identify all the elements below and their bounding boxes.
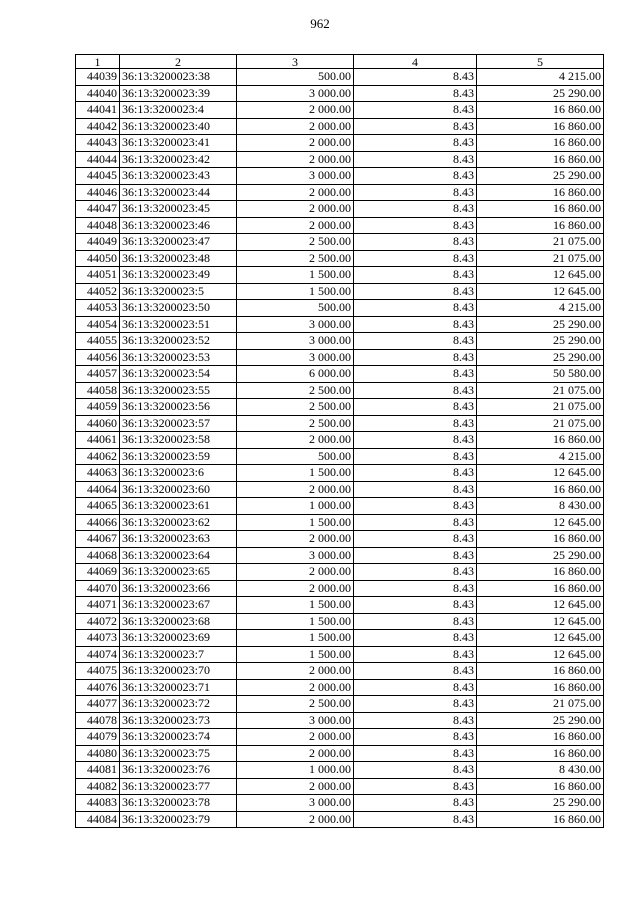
cadastral-number-cell: 36:13:3200023:56 — [120, 399, 237, 416]
amount-cell: 21 075.00 — [477, 250, 604, 267]
cadastral-number-cell: 36:13:3200023:6 — [120, 465, 237, 482]
column-header: 1 — [76, 55, 120, 69]
cadastral-number-cell: 36:13:3200023:44 — [120, 184, 237, 201]
header-row — [76, 55, 604, 69]
rate-cell: 8.43 — [354, 184, 477, 201]
table-row — [76, 696, 604, 713]
rate-cell: 8.43 — [354, 613, 477, 630]
amount-cell: 12 645.00 — [477, 597, 604, 614]
rate-cell: 8.43 — [354, 630, 477, 647]
area-cell: 1 500.00 — [237, 613, 354, 630]
row-number-cell: 44081 — [76, 762, 120, 779]
table-header — [76, 55, 604, 69]
cadastral-number-cell: 36:13:3200023:60 — [120, 481, 237, 498]
table-row — [76, 69, 604, 86]
rate-cell: 8.43 — [354, 250, 477, 267]
rate-cell: 8.43 — [354, 234, 477, 251]
table-row — [76, 630, 604, 647]
rate-cell: 8.43 — [354, 69, 477, 86]
row-number-cell: 44073 — [76, 630, 120, 647]
amount-cell: 25 290.00 — [477, 349, 604, 366]
cadastral-number-cell: 36:13:3200023:72 — [120, 696, 237, 713]
cadastral-number-cell: 36:13:3200023:58 — [120, 432, 237, 449]
rate-cell: 8.43 — [354, 201, 477, 218]
row-number-cell: 44062 — [76, 448, 120, 465]
cadastral-number-cell: 36:13:3200023:64 — [120, 547, 237, 564]
row-number-cell: 44061 — [76, 432, 120, 449]
rate-cell: 8.43 — [354, 118, 477, 135]
area-cell: 1 500.00 — [237, 597, 354, 614]
row-number-cell: 44075 — [76, 663, 120, 680]
cadastral-number-cell: 36:13:3200023:53 — [120, 349, 237, 366]
area-cell: 3 000.00 — [237, 316, 354, 333]
row-number-cell: 44058 — [76, 382, 120, 399]
row-number-cell: 44044 — [76, 151, 120, 168]
table-row — [76, 564, 604, 581]
area-cell: 500.00 — [237, 448, 354, 465]
amount-cell: 21 075.00 — [477, 234, 604, 251]
area-cell: 1 000.00 — [237, 498, 354, 515]
table-row — [76, 514, 604, 531]
row-number-cell: 44083 — [76, 795, 120, 812]
table-row — [76, 663, 604, 680]
row-number-cell: 44059 — [76, 399, 120, 416]
amount-cell: 16 860.00 — [477, 663, 604, 680]
rate-cell: 8.43 — [354, 283, 477, 300]
table-body — [76, 69, 604, 828]
amount-cell: 12 645.00 — [477, 630, 604, 647]
cadastral-number-cell: 36:13:3200023:46 — [120, 217, 237, 234]
table-row — [76, 102, 604, 119]
rate-cell: 8.43 — [354, 564, 477, 581]
rate-cell: 8.43 — [354, 778, 477, 795]
row-number-cell: 44076 — [76, 679, 120, 696]
rate-cell: 8.43 — [354, 151, 477, 168]
row-number-cell: 44042 — [76, 118, 120, 135]
table-row — [76, 597, 604, 614]
amount-cell: 25 290.00 — [477, 168, 604, 185]
amount-cell: 4 215.00 — [477, 448, 604, 465]
rate-cell: 8.43 — [354, 382, 477, 399]
row-number-cell: 44052 — [76, 283, 120, 300]
table-row — [76, 811, 604, 828]
row-number-cell: 44055 — [76, 333, 120, 350]
amount-cell: 16 860.00 — [477, 564, 604, 581]
table-row — [76, 498, 604, 515]
amount-cell: 12 645.00 — [477, 646, 604, 663]
row-number-cell: 44060 — [76, 415, 120, 432]
amount-cell: 25 290.00 — [477, 316, 604, 333]
table-row — [76, 580, 604, 597]
amount-cell: 12 645.00 — [477, 267, 604, 284]
amount-cell: 16 860.00 — [477, 580, 604, 597]
area-cell: 2 500.00 — [237, 382, 354, 399]
rate-cell: 8.43 — [354, 679, 477, 696]
area-cell: 2 000.00 — [237, 135, 354, 152]
rate-cell: 8.43 — [354, 135, 477, 152]
rate-cell: 8.43 — [354, 547, 477, 564]
amount-cell: 16 860.00 — [477, 135, 604, 152]
cadastral-number-cell: 36:13:3200023:63 — [120, 531, 237, 548]
row-number-cell: 44070 — [76, 580, 120, 597]
area-cell: 3 000.00 — [237, 85, 354, 102]
area-cell: 2 000.00 — [237, 778, 354, 795]
row-number-cell: 44074 — [76, 646, 120, 663]
rate-cell: 8.43 — [354, 399, 477, 416]
rate-cell: 8.43 — [354, 349, 477, 366]
area-cell: 3 000.00 — [237, 795, 354, 812]
amount-cell: 16 860.00 — [477, 531, 604, 548]
table-row — [76, 432, 604, 449]
table-row — [76, 465, 604, 482]
cadastral-number-cell: 36:13:3200023:74 — [120, 729, 237, 746]
rate-cell: 8.43 — [354, 795, 477, 812]
row-number-cell: 44084 — [76, 811, 120, 828]
area-cell: 2 000.00 — [237, 481, 354, 498]
cadastral-number-cell: 36:13:3200023:42 — [120, 151, 237, 168]
rate-cell: 8.43 — [354, 531, 477, 548]
amount-cell: 16 860.00 — [477, 102, 604, 119]
table-row — [76, 184, 604, 201]
rate-cell: 8.43 — [354, 333, 477, 350]
amount-cell: 16 860.00 — [477, 481, 604, 498]
amount-cell: 16 860.00 — [477, 729, 604, 746]
amount-cell: 25 290.00 — [477, 333, 604, 350]
area-cell: 2 000.00 — [237, 663, 354, 680]
cadastral-number-cell: 36:13:3200023:7 — [120, 646, 237, 663]
amount-cell: 12 645.00 — [477, 465, 604, 482]
area-cell: 1 500.00 — [237, 465, 354, 482]
cadastral-number-cell: 36:13:3200023:40 — [120, 118, 237, 135]
table-row — [76, 382, 604, 399]
table-row — [76, 366, 604, 383]
row-number-cell: 44080 — [76, 745, 120, 762]
cadastral-number-cell: 36:13:3200023:49 — [120, 267, 237, 284]
row-number-cell: 44067 — [76, 531, 120, 548]
table-row — [76, 217, 604, 234]
cadastral-number-cell: 36:13:3200023:52 — [120, 333, 237, 350]
table-row — [76, 547, 604, 564]
table-row — [76, 745, 604, 762]
cadastral-number-cell: 36:13:3200023:39 — [120, 85, 237, 102]
row-number-cell: 44063 — [76, 465, 120, 482]
amount-cell: 21 075.00 — [477, 399, 604, 416]
amount-cell: 21 075.00 — [477, 382, 604, 399]
amount-cell: 12 645.00 — [477, 283, 604, 300]
area-cell: 2 500.00 — [237, 399, 354, 416]
table-row — [76, 135, 604, 152]
table-row — [76, 729, 604, 746]
table-row — [76, 234, 604, 251]
rate-cell: 8.43 — [354, 729, 477, 746]
rate-cell: 8.43 — [354, 366, 477, 383]
table-row — [76, 250, 604, 267]
table-row — [76, 85, 604, 102]
row-number-cell: 44046 — [76, 184, 120, 201]
area-cell: 2 000.00 — [237, 102, 354, 119]
cadastral-number-cell: 36:13:3200023:79 — [120, 811, 237, 828]
cadastral-number-cell: 36:13:3200023:50 — [120, 300, 237, 317]
area-cell: 2 000.00 — [237, 811, 354, 828]
rate-cell: 8.43 — [354, 597, 477, 614]
amount-cell: 12 645.00 — [477, 613, 604, 630]
amount-cell: 25 290.00 — [477, 547, 604, 564]
cadastral-number-cell: 36:13:3200023:75 — [120, 745, 237, 762]
row-number-cell: 44051 — [76, 267, 120, 284]
area-cell: 1 500.00 — [237, 267, 354, 284]
amount-cell: 12 645.00 — [477, 514, 604, 531]
row-number-cell: 44045 — [76, 168, 120, 185]
rate-cell: 8.43 — [354, 465, 477, 482]
cadastral-number-cell: 36:13:3200023:54 — [120, 366, 237, 383]
rate-cell: 8.43 — [354, 267, 477, 284]
rate-cell: 8.43 — [354, 712, 477, 729]
amount-cell: 21 075.00 — [477, 696, 604, 713]
rate-cell: 8.43 — [354, 745, 477, 762]
area-cell: 2 000.00 — [237, 217, 354, 234]
table-row — [76, 679, 604, 696]
row-number-cell: 44041 — [76, 102, 120, 119]
amount-cell: 4 215.00 — [477, 300, 604, 317]
area-cell: 1 500.00 — [237, 630, 354, 647]
area-cell: 500.00 — [237, 69, 354, 86]
row-number-cell: 44064 — [76, 481, 120, 498]
rate-cell: 8.43 — [354, 432, 477, 449]
table-row — [76, 300, 604, 317]
table-row — [76, 316, 604, 333]
rate-cell: 8.43 — [354, 696, 477, 713]
amount-cell: 16 860.00 — [477, 679, 604, 696]
table-row — [76, 283, 604, 300]
cadastral-number-cell: 36:13:3200023:66 — [120, 580, 237, 597]
cadastral-number-cell: 36:13:3200023:48 — [120, 250, 237, 267]
area-cell: 3 000.00 — [237, 333, 354, 350]
cadastral-number-cell: 36:13:3200023:73 — [120, 712, 237, 729]
area-cell: 2 000.00 — [237, 118, 354, 135]
amount-cell: 8 430.00 — [477, 498, 604, 515]
row-number-cell: 44068 — [76, 547, 120, 564]
cadastral-number-cell: 36:13:3200023:5 — [120, 283, 237, 300]
cadastral-number-cell: 36:13:3200023:71 — [120, 679, 237, 696]
rate-cell: 8.43 — [354, 646, 477, 663]
table-row — [76, 333, 604, 350]
amount-cell: 25 290.00 — [477, 712, 604, 729]
table-row — [76, 267, 604, 284]
table-row — [76, 646, 604, 663]
cadastral-number-cell: 36:13:3200023:45 — [120, 201, 237, 218]
amount-cell: 16 860.00 — [477, 118, 604, 135]
rate-cell: 8.43 — [354, 762, 477, 779]
area-cell: 2 000.00 — [237, 531, 354, 548]
table-row — [76, 151, 604, 168]
area-cell: 2 000.00 — [237, 679, 354, 696]
area-cell: 1 500.00 — [237, 283, 354, 300]
amount-cell: 25 290.00 — [477, 795, 604, 812]
area-cell: 2 000.00 — [237, 184, 354, 201]
cadastral-number-cell: 36:13:3200023:43 — [120, 168, 237, 185]
area-cell: 2 000.00 — [237, 729, 354, 746]
row-number-cell: 44071 — [76, 597, 120, 614]
row-number-cell: 44040 — [76, 85, 120, 102]
area-cell: 2 000.00 — [237, 564, 354, 581]
cadastral-number-cell: 36:13:3200023:78 — [120, 795, 237, 812]
amount-cell: 16 860.00 — [477, 745, 604, 762]
table-row — [76, 481, 604, 498]
rate-cell: 8.43 — [354, 448, 477, 465]
cadastral-number-cell: 36:13:3200023:41 — [120, 135, 237, 152]
row-number-cell: 44066 — [76, 514, 120, 531]
row-number-cell: 44047 — [76, 201, 120, 218]
cadastral-number-cell: 36:13:3200023:69 — [120, 630, 237, 647]
row-number-cell: 44053 — [76, 300, 120, 317]
row-number-cell: 44082 — [76, 778, 120, 795]
area-cell: 1 500.00 — [237, 514, 354, 531]
row-number-cell: 44065 — [76, 498, 120, 515]
row-number-cell: 44056 — [76, 349, 120, 366]
rate-cell: 8.43 — [354, 514, 477, 531]
column-header: 4 — [354, 55, 477, 69]
table-row — [76, 613, 604, 630]
cadastral-number-cell: 36:13:3200023:55 — [120, 382, 237, 399]
table-row — [76, 349, 604, 366]
rate-cell: 8.43 — [354, 168, 477, 185]
amount-cell: 8 430.00 — [477, 762, 604, 779]
cadastral-number-cell: 36:13:3200023:76 — [120, 762, 237, 779]
amount-cell: 4 215.00 — [477, 69, 604, 86]
row-number-cell: 44078 — [76, 712, 120, 729]
row-number-cell: 44043 — [76, 135, 120, 152]
area-cell: 2 000.00 — [237, 201, 354, 218]
cadastral-number-cell: 36:13:3200023:62 — [120, 514, 237, 531]
cadastral-number-cell: 36:13:3200023:47 — [120, 234, 237, 251]
column-header: 2 — [120, 55, 237, 69]
rate-cell: 8.43 — [354, 217, 477, 234]
cadastral-number-cell: 36:13:3200023:68 — [120, 613, 237, 630]
rate-cell: 8.43 — [354, 102, 477, 119]
area-cell: 6 000.00 — [237, 366, 354, 383]
area-cell: 2 000.00 — [237, 745, 354, 762]
table-row — [76, 168, 604, 185]
rate-cell: 8.43 — [354, 415, 477, 432]
table-row — [76, 712, 604, 729]
area-cell: 500.00 — [237, 300, 354, 317]
area-cell: 2 000.00 — [237, 151, 354, 168]
column-header: 5 — [477, 55, 604, 69]
amount-cell: 21 075.00 — [477, 415, 604, 432]
area-cell: 1 500.00 — [237, 646, 354, 663]
table-row — [76, 448, 604, 465]
amount-cell: 16 860.00 — [477, 811, 604, 828]
row-number-cell: 44077 — [76, 696, 120, 713]
rate-cell: 8.43 — [354, 580, 477, 597]
rate-cell: 8.43 — [354, 316, 477, 333]
rate-cell: 8.43 — [354, 300, 477, 317]
row-number-cell: 44054 — [76, 316, 120, 333]
page-number: 962 — [310, 16, 330, 31]
cadastral-number-cell: 36:13:3200023:59 — [120, 448, 237, 465]
area-cell: 1 000.00 — [237, 762, 354, 779]
rate-cell: 8.43 — [354, 811, 477, 828]
table-row — [76, 795, 604, 812]
amount-cell: 16 860.00 — [477, 184, 604, 201]
area-cell: 3 000.00 — [237, 547, 354, 564]
amount-cell: 16 860.00 — [477, 217, 604, 234]
amount-cell: 16 860.00 — [477, 778, 604, 795]
row-number-cell: 44048 — [76, 217, 120, 234]
amount-cell: 25 290.00 — [477, 85, 604, 102]
amount-cell: 16 860.00 — [477, 201, 604, 218]
row-number-cell: 44072 — [76, 613, 120, 630]
amount-cell: 50 580.00 — [477, 366, 604, 383]
table-row — [76, 778, 604, 795]
cadastral-number-cell: 36:13:3200023:51 — [120, 316, 237, 333]
column-header: 3 — [237, 55, 354, 69]
cadastral-number-cell: 36:13:3200023:57 — [120, 415, 237, 432]
amount-cell: 16 860.00 — [477, 151, 604, 168]
cadastral-number-cell: 36:13:3200023:77 — [120, 778, 237, 795]
cadastral-number-cell: 36:13:3200023:67 — [120, 597, 237, 614]
table-row — [76, 762, 604, 779]
table-row — [76, 399, 604, 416]
cadastral-number-cell: 36:13:3200023:65 — [120, 564, 237, 581]
table-row — [76, 531, 604, 548]
row-number-cell: 44057 — [76, 366, 120, 383]
area-cell: 2 500.00 — [237, 696, 354, 713]
area-cell: 2 000.00 — [237, 580, 354, 597]
cadastral-number-cell: 36:13:3200023:61 — [120, 498, 237, 515]
rate-cell: 8.43 — [354, 481, 477, 498]
cadastral-number-cell: 36:13:3200023:70 — [120, 663, 237, 680]
cadastral-number-cell: 36:13:3200023:38 — [120, 69, 237, 86]
amount-cell: 16 860.00 — [477, 432, 604, 449]
rate-cell: 8.43 — [354, 85, 477, 102]
area-cell: 3 000.00 — [237, 712, 354, 729]
cadastral-number-cell: 36:13:3200023:4 — [120, 102, 237, 119]
rate-cell: 8.43 — [354, 663, 477, 680]
area-cell: 3 000.00 — [237, 349, 354, 366]
table-row — [76, 415, 604, 432]
area-cell: 2 500.00 — [237, 234, 354, 251]
row-number-cell: 44079 — [76, 729, 120, 746]
area-cell: 2 000.00 — [237, 432, 354, 449]
table-row — [76, 201, 604, 218]
data-table — [75, 54, 604, 828]
rate-cell: 8.43 — [354, 498, 477, 515]
row-number-cell: 44069 — [76, 564, 120, 581]
area-cell: 3 000.00 — [237, 168, 354, 185]
area-cell: 2 500.00 — [237, 250, 354, 267]
row-number-cell: 44039 — [76, 69, 120, 86]
row-number-cell: 44050 — [76, 250, 120, 267]
row-number-cell: 44049 — [76, 234, 120, 251]
table-row — [76, 118, 604, 135]
area-cell: 2 500.00 — [237, 415, 354, 432]
